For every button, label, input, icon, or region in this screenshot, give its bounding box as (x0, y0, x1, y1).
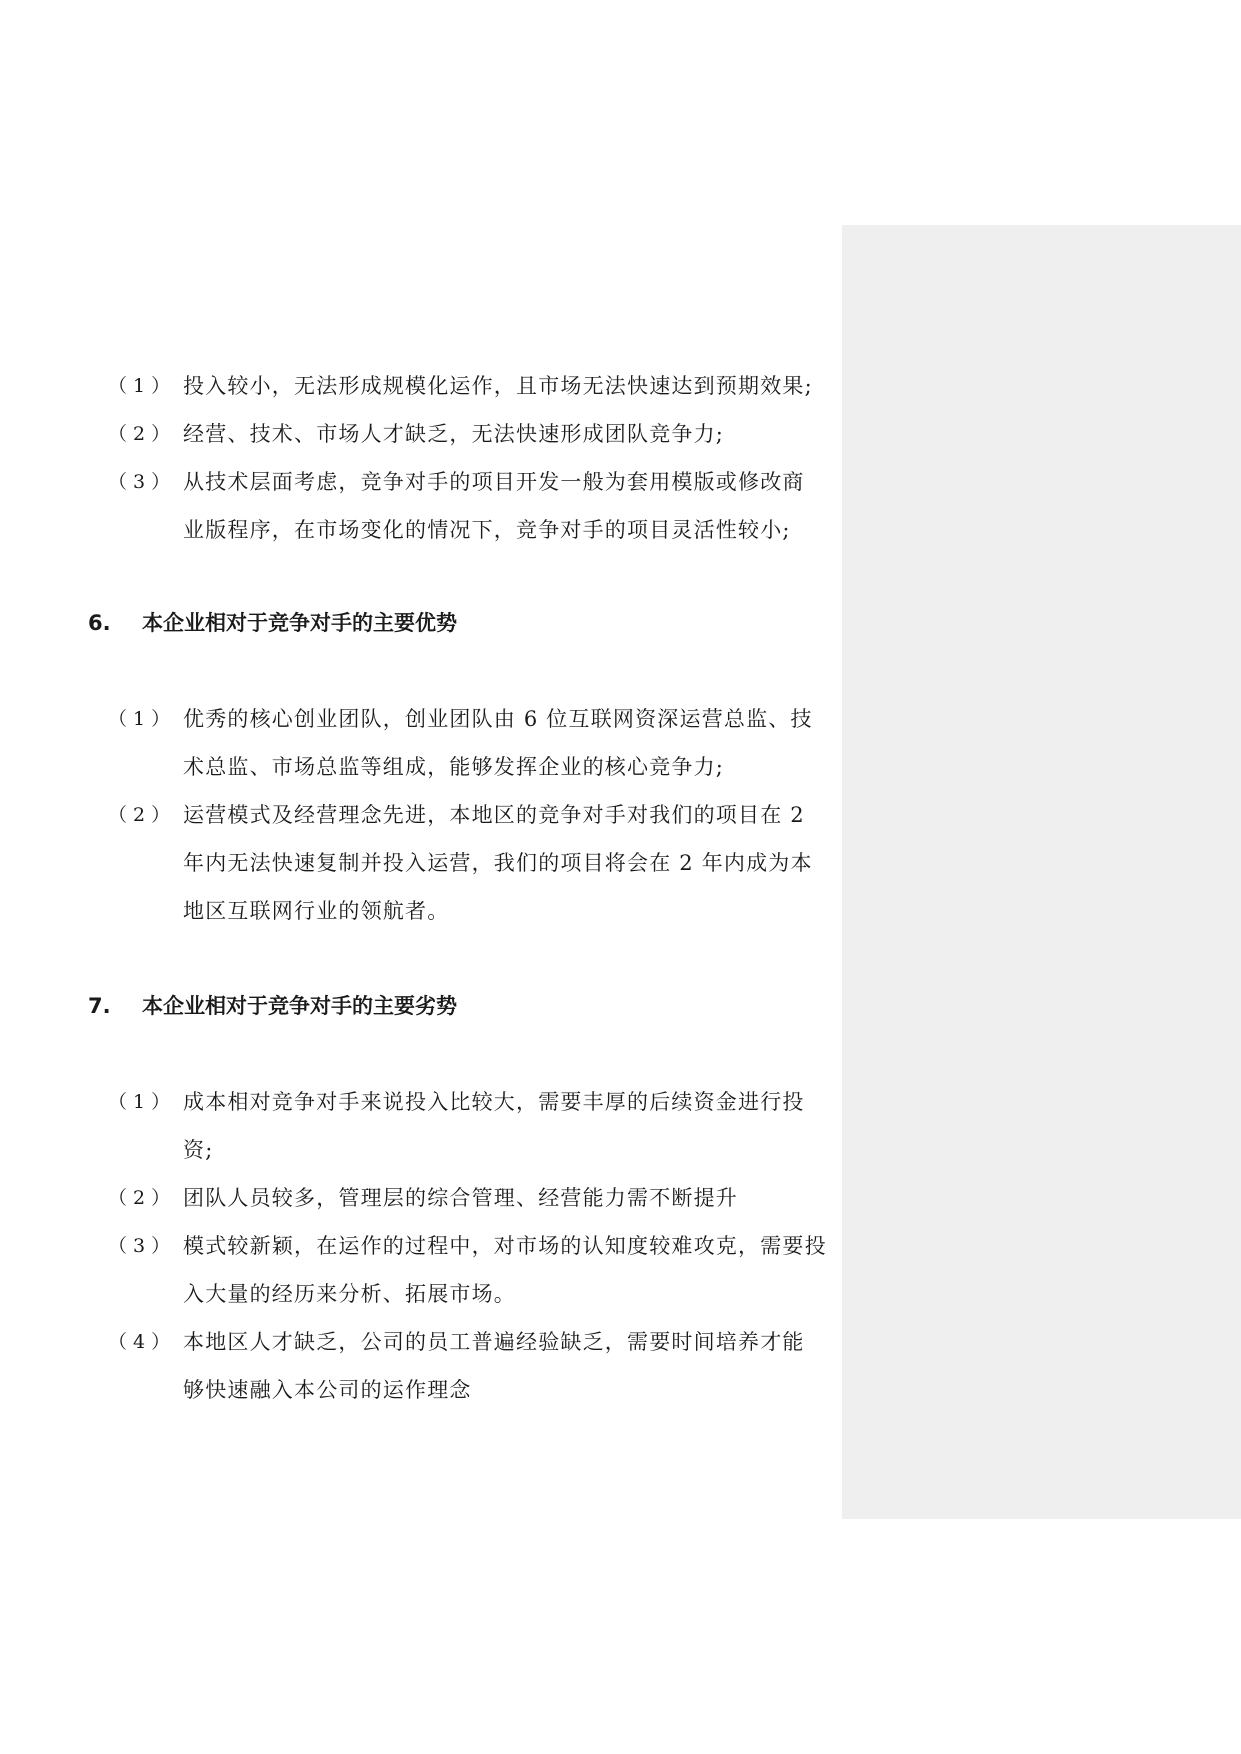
list-item-line: 团队人员较多，管理层的综合管理、经营能力需不断提升 (183, 1186, 738, 1210)
list-item-line: 优秀的核心创业团队，创业团队由 6 位互联网资深运营总监、技 (183, 707, 813, 731)
list-item-text (183, 458, 833, 554)
list-item-line: 年内无法快速复制并投入运营，我们的项目将会在 2 年内成为本 (183, 851, 813, 875)
list-item-text (183, 1078, 833, 1174)
section-heading-6 (88, 607, 838, 639)
list-item-number: （1） (108, 708, 177, 730)
list-item-number: （4） (108, 1331, 177, 1353)
list-item-number: （1） (108, 375, 177, 397)
list-item-number: （2） (108, 423, 177, 445)
list-item-text (183, 1222, 833, 1318)
list-item-number: （3） (108, 471, 177, 493)
section-number: 7. (88, 994, 111, 1018)
list-item-text (183, 791, 833, 935)
list-item-line: 成本相对竞争对手来说投入比较大，需要丰厚的后续资金进行投 (183, 1090, 805, 1114)
list-item-line: 入大量的经历来分析、拓展市场。 (183, 1282, 516, 1306)
list-item-text (183, 1174, 833, 1222)
list-item-line: 够快速融入本公司的运作理念 (183, 1378, 472, 1402)
list-item-text (183, 1318, 833, 1414)
list-item-line: 业版程序，在市场变化的情况下，竞争对手的项目灵活性较小; (183, 518, 791, 542)
comment-margin-pane (842, 225, 1241, 1519)
list-item-line: 运营模式及经营理念先进，本地区的竞争对手对我们的项目在 2 (183, 803, 805, 827)
list-item-line: 投入较小，无法形成规模化运作，且市场无法快速达到预期效果; (183, 374, 813, 398)
section-title: 本企业相对于竞争对手的主要优势 (142, 611, 457, 635)
list-item-line: 模式较新颖，在运作的过程中，对市场的认知度较难攻克，需要投 (183, 1234, 827, 1258)
section-title: 本企业相对于竞争对手的主要劣势 (142, 994, 457, 1018)
list-item-line: 地区互联网行业的领航者。 (183, 899, 450, 923)
list-item-number: （3） (108, 1235, 177, 1257)
list-item-text (183, 695, 833, 791)
list-item-number: （1） (108, 1091, 177, 1113)
section-heading-7 (88, 990, 838, 1022)
list-item-line: 资; (183, 1138, 214, 1162)
list-item-text (183, 362, 833, 410)
list-item-number: （2） (108, 1187, 177, 1209)
list-item-line: 从技术层面考虑，竞争对手的项目开发一般为套用模版或修改商 (183, 470, 805, 494)
list-item-line: 本地区人才缺乏，公司的员工普遍经验缺乏，需要时间培养才能 (183, 1330, 805, 1354)
list-item-number: （2） (108, 804, 177, 826)
section-number: 6. (88, 611, 111, 635)
list-item-text (183, 410, 833, 458)
list-item-line: 术总监、市场总监等组成，能够发挥企业的核心竞争力; (183, 755, 725, 779)
list-item-line: 经营、技术、市场人才缺乏，无法快速形成团队竞争力; (183, 422, 725, 446)
